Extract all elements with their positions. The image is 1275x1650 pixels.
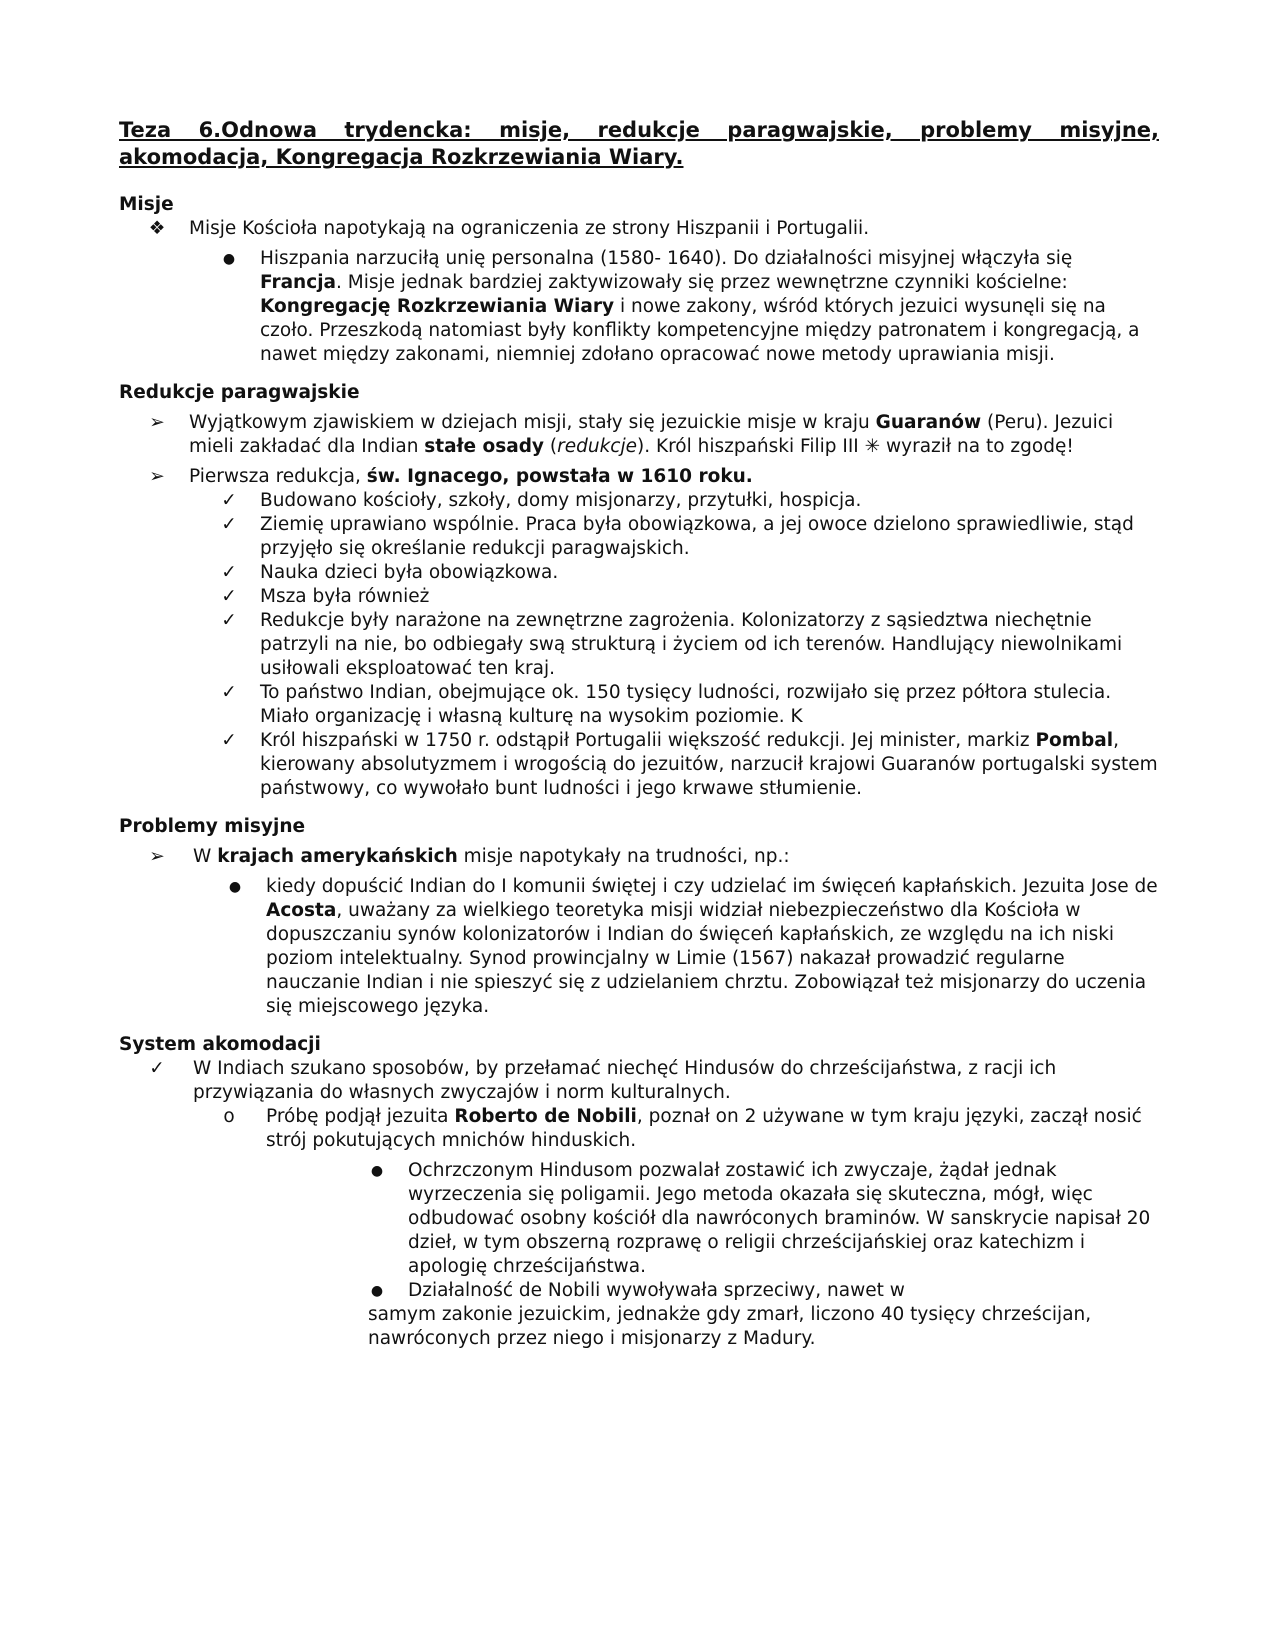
checkmark-icon: ✓ xyxy=(149,1058,165,1079)
check-item: ✓ Budowano kościoły, szkoły, domy misjonarzy, przytułki, hospicja. xyxy=(119,489,1159,513)
check-item: ✓ To państwo Indian, obejmujące ok. 150 tysięcy ludności, rozwijało się przez półtora stulecia. Miało organizację i własną kulturę na wysokim poziomie. K xyxy=(119,681,1159,729)
checkmark-icon: ✓ xyxy=(221,490,237,511)
section-heading-redukcje: Redukcje paragwajskie xyxy=(119,382,360,403)
list-item: ➢ Pierwsza redukcja, św. Ignacego, powstała w 1610 roku. xyxy=(119,465,1159,489)
round-bullet-icon: ● xyxy=(370,1163,384,1179)
section-heading-problemy: Problemy misyjne xyxy=(119,816,306,837)
section-heading-akomodacja: System akomodacji xyxy=(119,1034,321,1055)
section-heading-misje: Misje xyxy=(119,194,174,215)
asterisk-icon: ✳ xyxy=(864,436,881,457)
checkmark-icon: ✓ xyxy=(221,610,237,631)
checkmark-icon: ✓ xyxy=(221,562,237,583)
list-item: o Próbę podjął jezuita Roberto de Nobili, poznał on 2 używane w tym kraju języki, zaczął nosić strój pokutujących mnichów hinduskich. xyxy=(119,1105,1159,1153)
list-item: ❖ Misje Kościoła napotykają na ograniczenia ze strony Hiszpanii i Portugalii. xyxy=(119,217,1159,241)
list-item: ● kiedy dopuścić Indian do I komunii świętej i czy udzielać im święceń kapłańskich. Jezuita Jose de Acosta, uważany za wielkiego teoretyka misji widział niebezpieczeństwo dla Kościoła w dopuszczaniu synów kolonizatorów i Indian do święceń kapłańskich, ze względu na ich niski poziom intelektualny. Synod prowincjalny w Limie (1567) nakazał prowadzić regularne nauczanie Indian i nie spieszyć się z udzielaniem chrztu. Zobowiązał też misjonarzy do uczenia się miejscowego języka. xyxy=(119,875,1159,1019)
check-item: ✓ Ziemię uprawiano wspólnie. Praca była obowiązkowa, a jej owoce dzielono sprawiedliwie, stąd przyjęło się określanie redukcji paragwajskich. xyxy=(119,513,1159,561)
list-item: ● Ochrzczonym Hindusom pozwalał zostawić ich zwyczaje, żądał jednak wyrzeczenia się poligamii. Jego metoda okazała się skuteczna, mógł, więc odbudować osobny kościół dla nawróconych braminów. W sanskrycie napisał 20 dzieł, w tym obszerną rozprawę o religii chrześcijańskiej oraz katechizm i apologię chrześcijaństwa. xyxy=(119,1159,1159,1279)
arrow-bullet-icon: ➢ xyxy=(149,466,165,487)
check-item: ✓ W Indiach szukano sposobów, by przełamać niechęć Hindusów do chrześcijaństwa, z racji ich przywiązania do własnych zwyczajów i norm kulturalnych. xyxy=(119,1057,1159,1105)
checkmark-icon: ✓ xyxy=(221,514,237,535)
list-item: ➢ Wyjątkowym zjawiskiem w dziejach misji, stały się jezuickie misje w kraju Guaranów (Peru). Jezuici mieli zakładać dla Indian stałe osady (redukcje). Król hiszpański Filip III ✳ wyraził na to zgodę! xyxy=(119,411,1159,459)
checkmark-icon: ✓ xyxy=(221,586,237,607)
check-item: ✓ Nauka dzieci była obowiązkowa. xyxy=(119,561,1159,585)
circle-bullet-icon: o xyxy=(223,1106,235,1127)
check-item: ✓ Msza była również xyxy=(119,585,1159,609)
document-title: Teza 6.Odnowa trydencka: misje, redukcje paragwajskie, problemy misyjne, akomodacja, Kongregacja Rozkrzewiania Wiary. xyxy=(119,118,1159,169)
round-bullet-icon: ● xyxy=(370,1283,384,1299)
list-item-continuation: samym zakonie jezuickim, jednakże gdy zmarł, liczono 40 tysięcy chrześcijan, nawróconych przez niego i misjonarzy z Madury. xyxy=(368,1304,1092,1349)
round-bullet-icon: ● xyxy=(222,251,236,267)
round-bullet-icon: ● xyxy=(228,879,242,895)
checkmark-icon: ✓ xyxy=(221,730,237,751)
checkmark-icon: ✓ xyxy=(221,682,237,703)
arrow-bullet-icon: ➢ xyxy=(149,846,165,867)
list-item: ➢ W krajach amerykańskich misje napotykały na trudności, np.: xyxy=(119,845,1159,869)
diamond-bullet-icon: ❖ xyxy=(148,218,166,239)
document-page xyxy=(119,117,1159,1351)
check-item: ✓ Redukcje były narażone na zewnętrzne zagrożenia. Kolonizatorzy z sąsiedztwa niechętnie patrzyli na nie, bo odbiegały swą strukturą i życiem od ich terenów. Handlujący niewolnikami usiłowali eksploatować ten kraj. xyxy=(119,609,1159,681)
list-item: ● Hiszpania narzuciłą unię personalna (1580- 1640). Do działalności misyjnej włączyła się Francja. Misje jednak bardziej zaktywizowały się przez wewnętrzne czynniki kościelne: Kongregację Rozkrzewiania Wiary i nowe zakony, wśród których jezuici wysunęli się na czoło. Przeszkodą natomiast były konflikty kompetencyjne między patronatem i kongregacją, a nawet między zakonami, niemniej zdołano opracować nowe metody uprawiania misji. xyxy=(119,247,1159,367)
list-item: ● Działalność de Nobili wywoływała sprzeciwy, nawet w xyxy=(119,1279,1159,1303)
check-item: ✓ Król hiszpański w 1750 r. odstąpił Portugalii większość redukcji. Jej minister, markiz Pombal, kierowany absolutyzmem i wrogością do jezuitów, narzucił krajowi Guaranów portugalski system państwowy, co wywołało bunt ludności i jego krwawe stłumienie. xyxy=(119,729,1159,801)
arrow-bullet-icon: ➢ xyxy=(149,412,165,433)
